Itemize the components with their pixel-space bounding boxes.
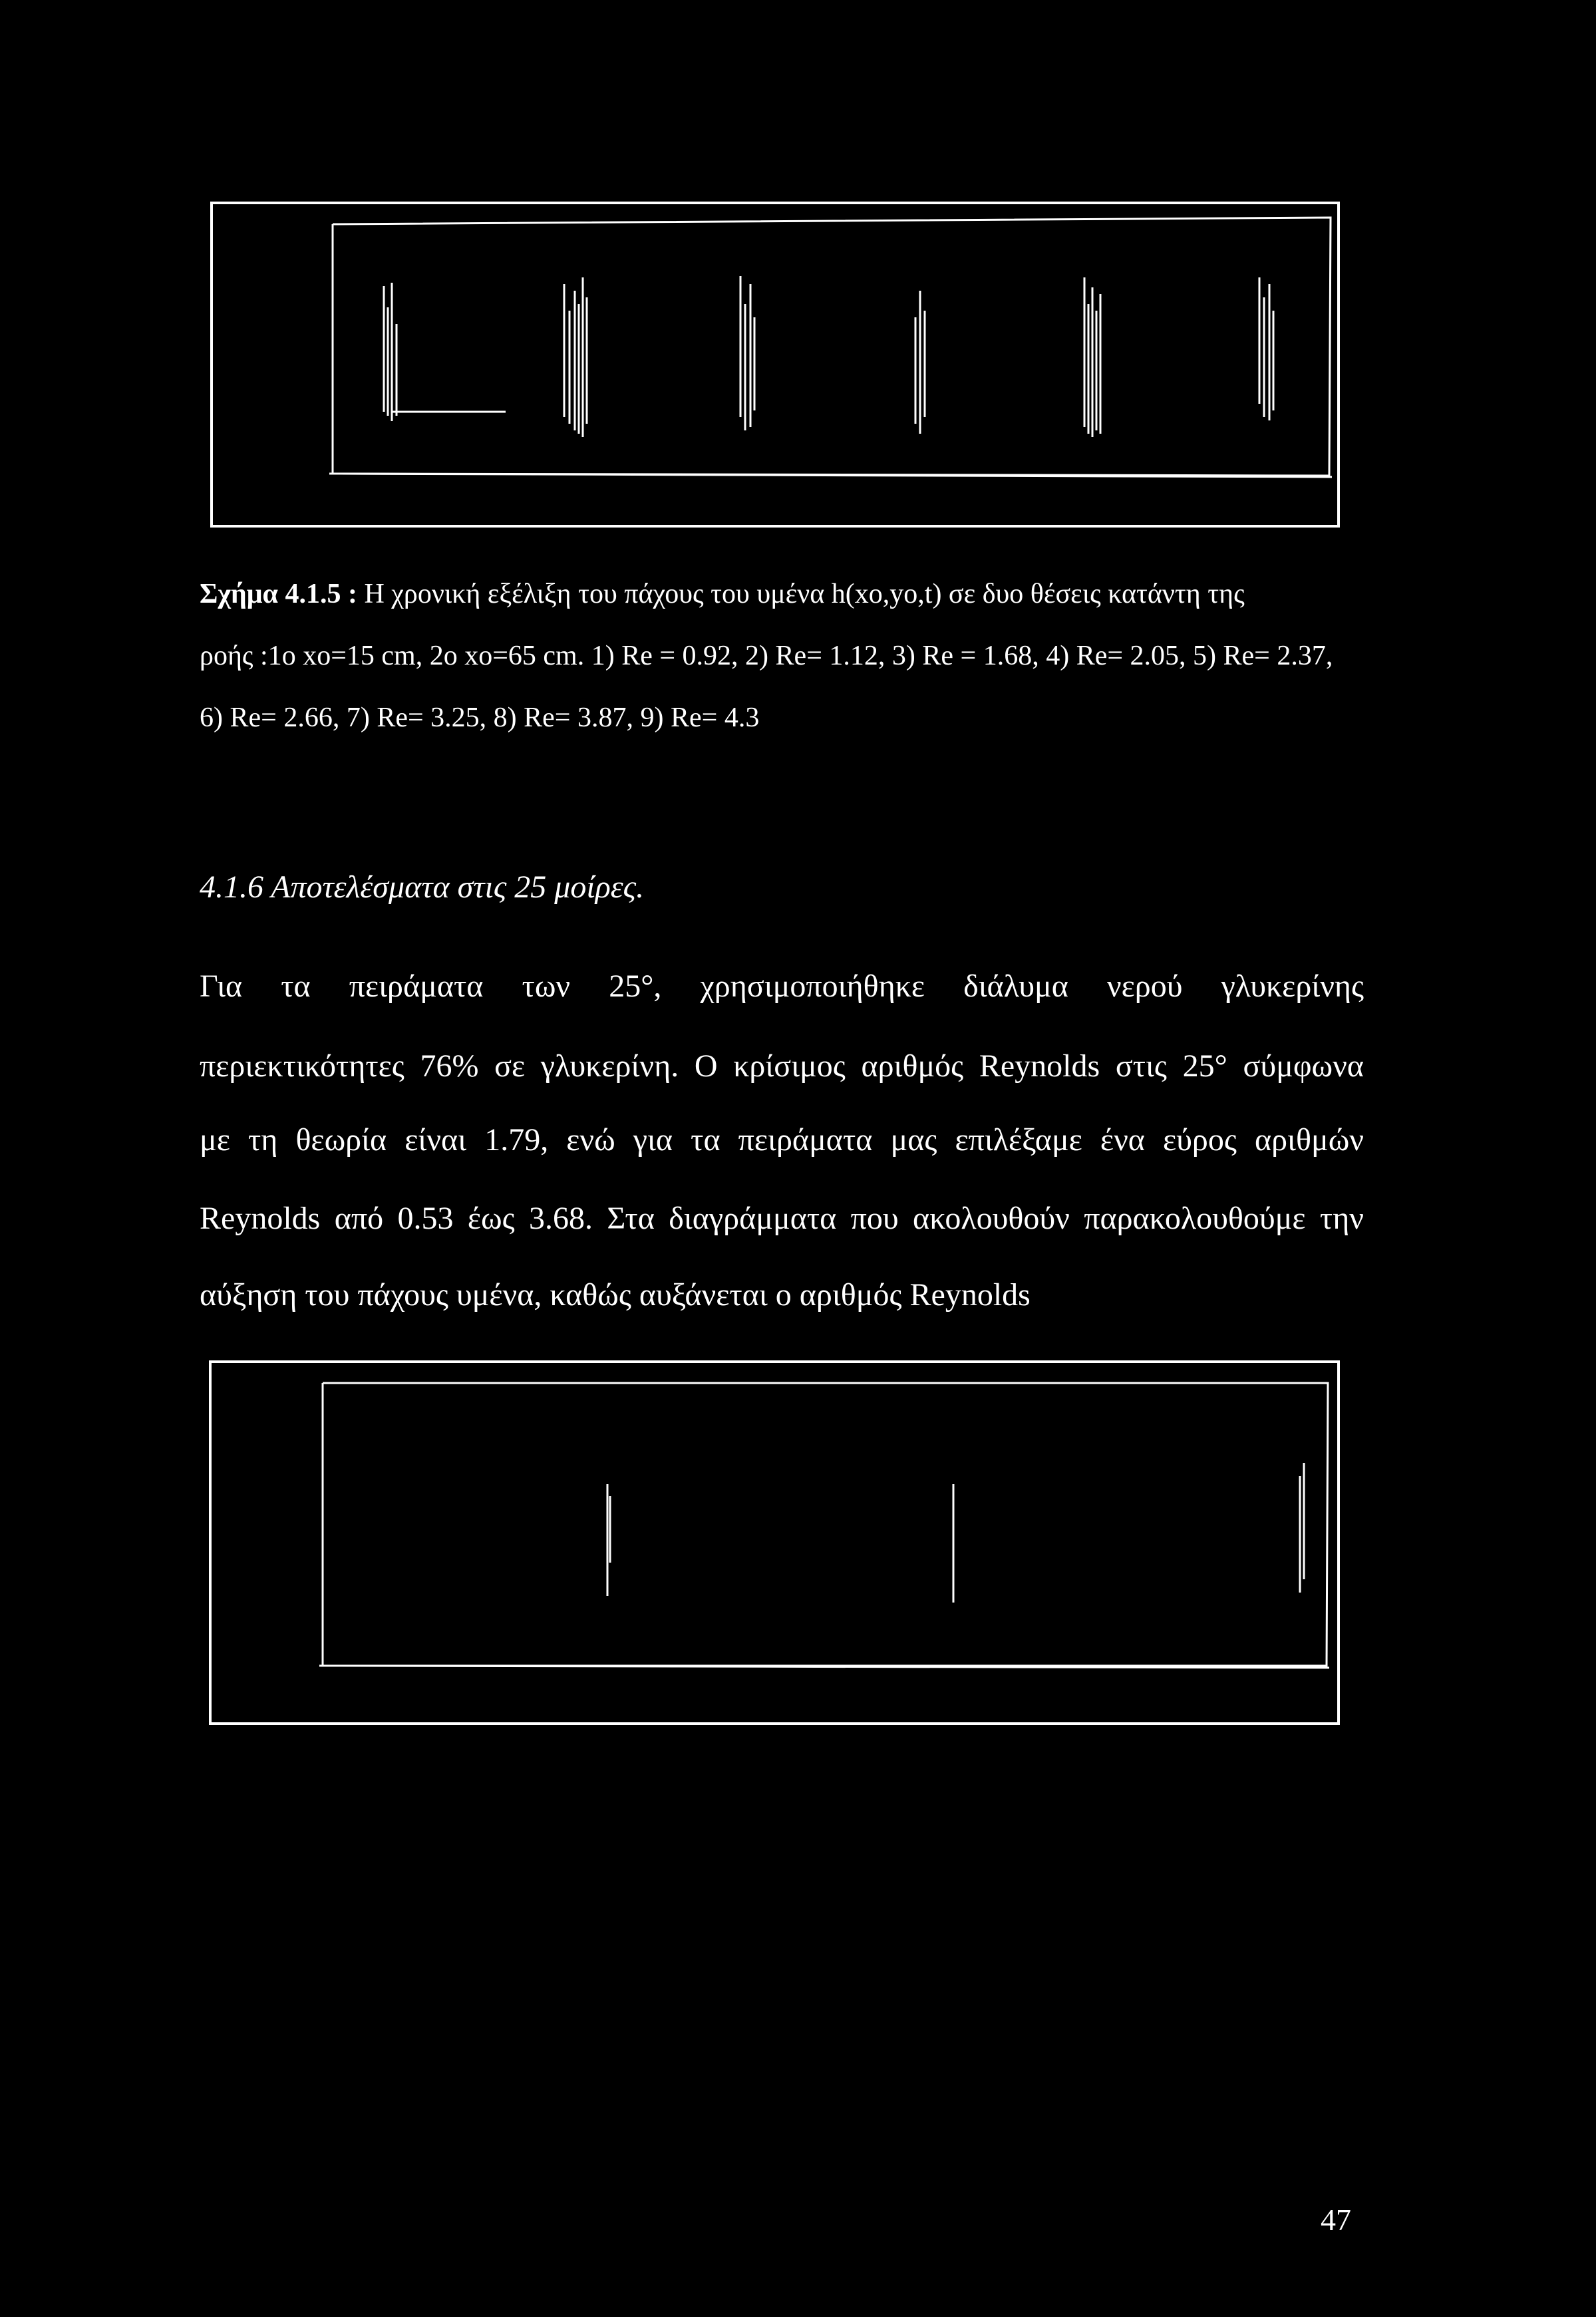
section-heading: 4.1.6 Αποτελέσματα στις 25 μοίρες. — [200, 869, 645, 905]
paragraph-line-3: με τη θεωρία είναι 1.79, ενώ για τα πειράματα μας επιλέξαμε ένα εύρος αριθμών — [200, 1122, 1364, 1158]
figure-caption-line-2: ροής :1o xo=15 cm, 2o xo=65 cm. 1) Re = 0.92, 2) Re= 1.12, 3) Re = 1.68, 4) Re= 2.05, 5) Re= 2.37, — [200, 641, 1333, 671]
trace-group-4 — [915, 291, 925, 434]
figure-bottom-frame — [209, 1360, 1340, 1725]
paragraph-line-2: περιεκτικότητες 76% σε γλυκερίνη. Ο κρίσιμος αριθμός Reynolds στις 25° σύμφωνα — [200, 1048, 1364, 1084]
figure-caption-label: Σχήμα 4.1.5 : — [200, 579, 357, 609]
figure-caption-text: Η χρονική εξέλιξη του πάχους του υμένα h(xo,yo,t) σε δυο θέσεις κατάντη της — [364, 579, 1245, 609]
trace-group-bottom-3 — [1300, 1463, 1304, 1593]
figure-top-inner-box — [333, 218, 1331, 476]
figure-top-frame — [210, 202, 1340, 528]
paragraph-line-4: Reynolds από 0.53 έως 3.68. Στα διαγράμματα που ακολουθούν παρακολουθούμε την — [200, 1201, 1364, 1236]
figure-caption-line-1 — [200, 580, 1245, 608]
trace-group-1 — [384, 283, 506, 421]
trace-group-5 — [1084, 277, 1100, 437]
trace-group-3 — [740, 276, 754, 430]
page-number: 47 — [1321, 2203, 1351, 2237]
trace-group-2 — [564, 277, 587, 437]
figure-bottom-plot — [212, 1363, 1337, 1722]
figure-caption-line-3: 6) Re= 2.66, 7) Re= 3.25, 8) Re= 3.87, 9) Re= 4.3 — [200, 702, 760, 733]
paragraph-line-1: Για τα πειράματα των 25°, χρησιμοποιήθηκε διάλυμα νερού γλυκερίνης — [200, 969, 1364, 1004]
paragraph-line-5: αύξηση του πάχους υμένα, καθώς αυξάνεται ο αριθμός Reynolds — [200, 1277, 1031, 1313]
figure-top-plot — [213, 204, 1337, 525]
trace-group-6 — [1259, 277, 1273, 420]
trace-group-bottom-1 — [607, 1484, 610, 1596]
figure-bottom-inner-box — [323, 1383, 1328, 1666]
